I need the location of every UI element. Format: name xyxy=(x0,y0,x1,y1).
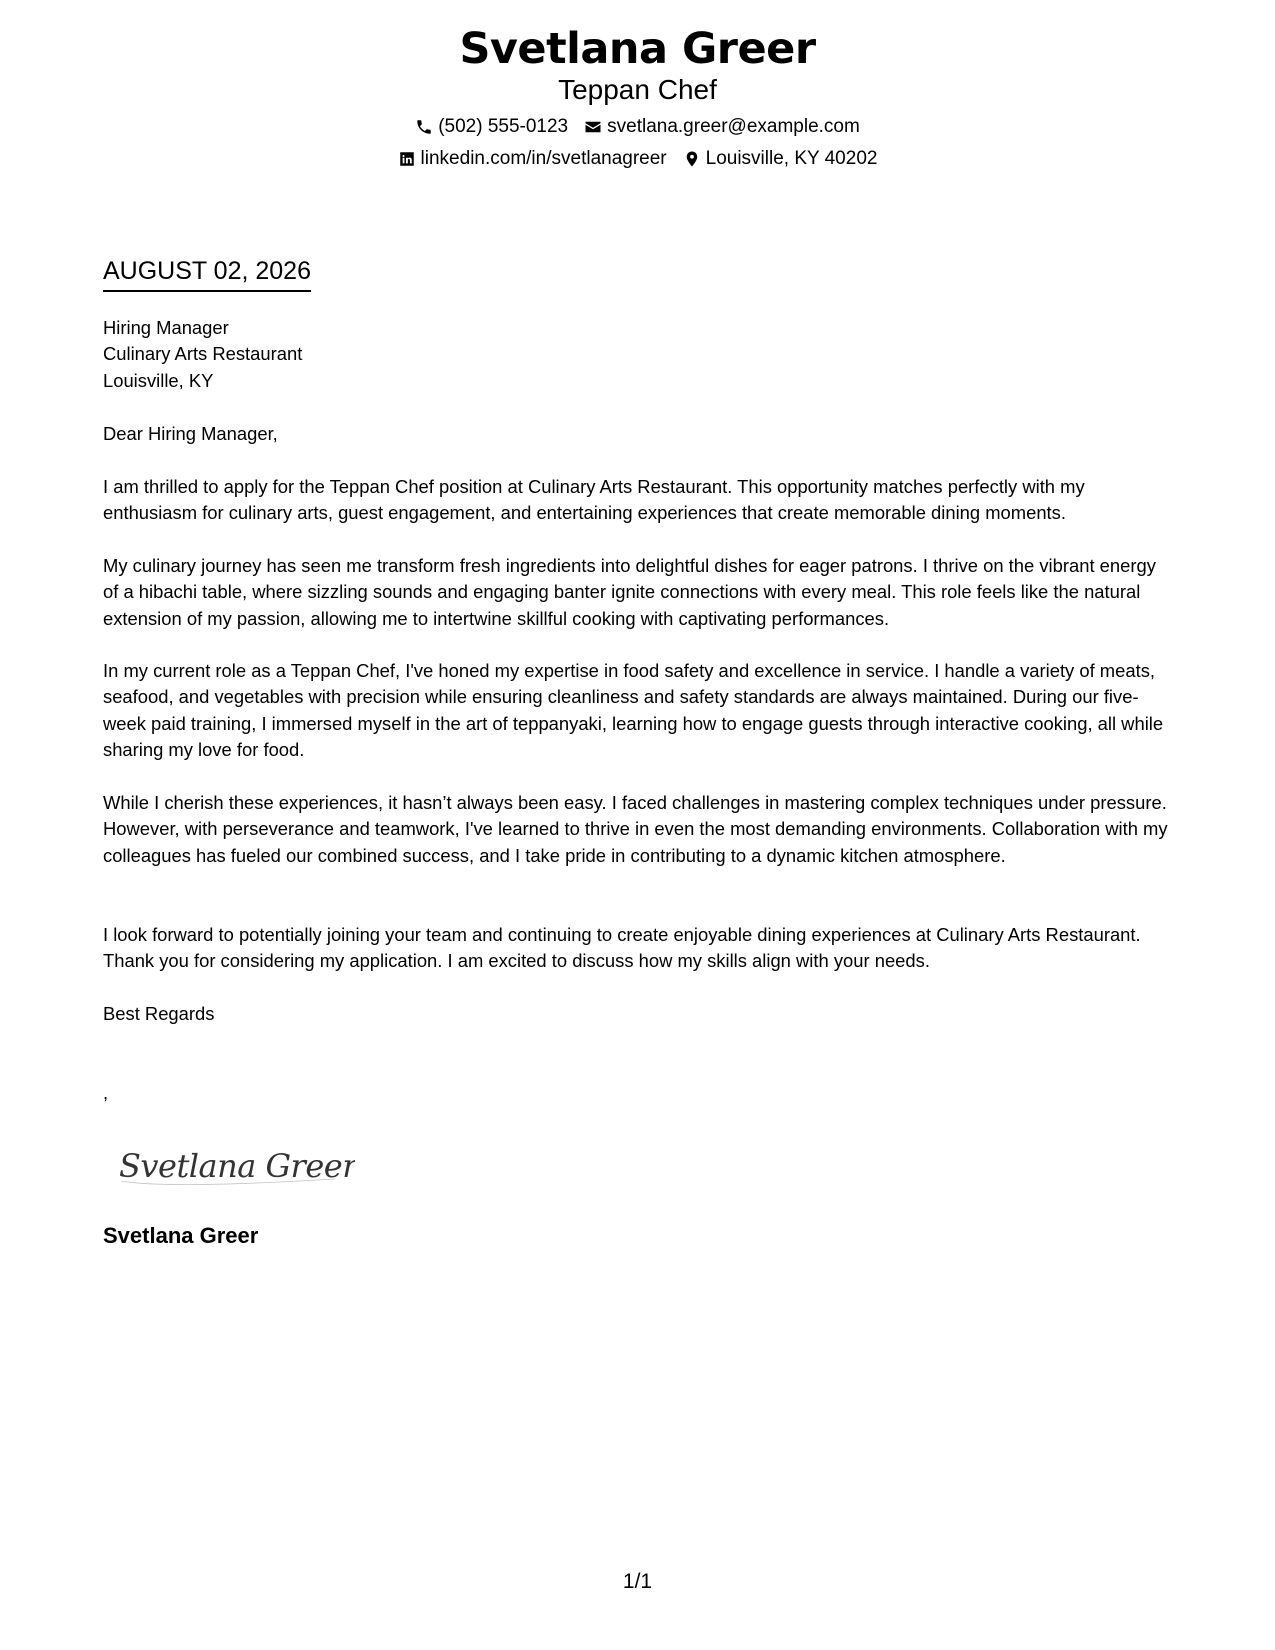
contact-row-secondary xyxy=(0,147,1275,171)
recipient-line: Culinary Arts Restaurant xyxy=(103,343,303,365)
contact-email xyxy=(584,115,860,139)
envelope-icon xyxy=(584,118,602,136)
applicant-name: Svetlana Greer xyxy=(459,24,816,74)
salutation: Dear Hiring Manager, xyxy=(103,423,278,444)
contact-row-primary xyxy=(0,115,1275,139)
handwritten-signature xyxy=(115,1135,355,1195)
date-section xyxy=(103,254,1173,292)
email-address[interactable]: svetlana.greer@example.com xyxy=(607,116,860,137)
recipient-block xyxy=(103,315,1173,394)
contact-linkedin xyxy=(398,147,667,171)
body-paragraph: While I cherish these experiences, it hasn’t always been easy. I faced challenges in mastering complex techniques under pressure. However, with perseverance and teamwork, I've learned to thrive in even the most demanding environments. Collaboration with my colleagues has fueled our combined success, and I take pride in contributing to a dynamic kitchen atmosphere. xyxy=(103,792,1168,866)
location-text: Louisville, KY 40202 xyxy=(705,148,878,169)
map-marker-icon xyxy=(683,150,701,168)
letter-header xyxy=(0,22,1275,171)
letter-date: AUGUST 02, 2026 xyxy=(103,254,311,292)
body-paragraph: In my current role as a Teppan Chef, I've honed my expertise in food safety and excellence in service. I handle a variety of meats, seafood, and vegetables with precision while ensuring cleanliness and safety standards are always maintained. During our five-week paid training, I immersed myself in the art of teppanyaki, learning how to engage guests through interactive cooking, all while sharing my love for food. xyxy=(103,660,1164,761)
page-number: 1/1 xyxy=(622,1570,653,1593)
linkedin-icon xyxy=(398,150,416,168)
svg-text:Svetlana Greer: Svetlana Greer xyxy=(119,1147,355,1185)
body-paragraph: I look forward to potentially joining your team and continuing to create enjoyable dining experiences at Culinary Arts Restaurant. Thank you for considering my application. I am excited to discuss how my skills align with your needs. xyxy=(103,924,1141,972)
recipient-line: Louisville, KY xyxy=(103,369,214,391)
recipient-line: Hiring Manager xyxy=(103,317,229,338)
signed-name: Svetlana Greer xyxy=(103,1223,259,1248)
contact-location xyxy=(683,147,878,171)
linkedin-url[interactable]: linkedin.com/in/svetlanagreer xyxy=(420,148,667,169)
contact-phone xyxy=(415,115,568,139)
closing: Best Regards xyxy=(103,1003,215,1024)
body-paragraph: I am thrilled to apply for the Teppan Chef position at Culinary Arts Restaurant. This opportunity matches perfectly with my enthusiasm for culinary arts, guest engagement, and entertaining experiences that create memorable dining moments. xyxy=(103,476,1085,524)
signature-image xyxy=(115,1135,355,1195)
body-paragraph: My culinary journey has seen me transform fresh ingredients into delightful dishes for eager patrons. I thrive on the vibrant energy of a hibachi table, where sizzling sounds and engaging banter ignite connections with every meal. This role feels like the natural extension of my passion, allowing me to intertwine skillful cooking with captivating performances. xyxy=(103,555,1156,629)
job-title: Teppan Chef xyxy=(558,74,717,105)
phone-icon xyxy=(415,118,433,136)
closing-comma: , xyxy=(103,1082,109,1103)
phone-number[interactable]: (502) 555-0123 xyxy=(438,116,569,137)
